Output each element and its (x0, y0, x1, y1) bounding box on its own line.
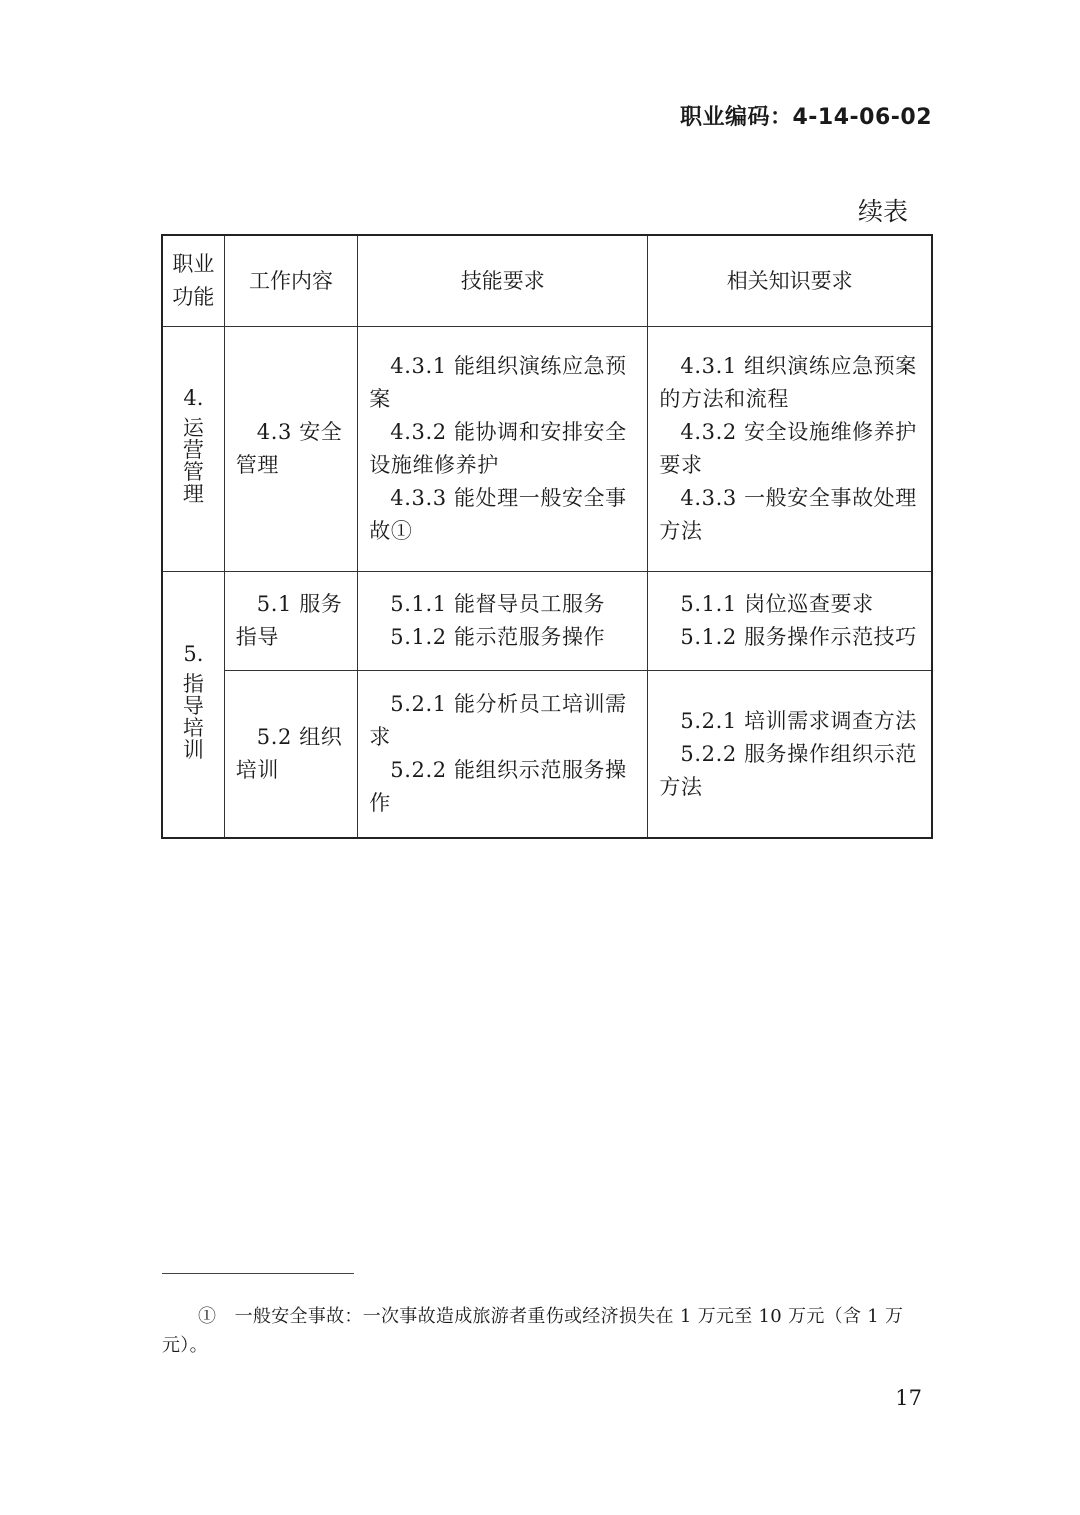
function-char: 训 (182, 737, 204, 762)
footnote-divider (162, 1273, 354, 1274)
list-item: 5.1.2 服务操作示范技巧 (680, 625, 917, 649)
list-item: 5.2.1 培训需求调查方法 (680, 708, 917, 733)
function-char: 营 (182, 438, 204, 462)
work-content-cell: 4.3 安全管理 (224, 327, 358, 572)
list-item: 5.2.2 服务操作组织示范方法 (659, 741, 917, 799)
table-row (162, 572, 932, 671)
list-item: 4.3.3 一般安全事故处理方法 (659, 486, 917, 543)
list-item: 5.2.2 能组织示范服务操作 (369, 758, 627, 815)
skills-cell (358, 572, 648, 671)
header-skills: 技能要求 (358, 235, 648, 327)
table-header-row (162, 235, 932, 327)
knowledge-cell (648, 327, 932, 572)
occupation-table (161, 234, 933, 839)
function-number: 5. (183, 641, 204, 666)
header-content: 工作内容 (224, 235, 358, 327)
function-cell-5 (162, 572, 224, 839)
continued-label: 续表 (857, 197, 908, 226)
function-number: 4. (183, 386, 204, 410)
list-item: 5.1.1 岗位巡查要求 (680, 592, 874, 616)
function-char: 理 (182, 482, 204, 506)
list-item: 4.3.1 能组织演练应急预案 (369, 354, 627, 411)
work-content-cell: 5.2 组织培训 (224, 671, 358, 839)
list-item: 5.2.1 能分析员工培训需求 (369, 692, 627, 749)
list-item: 5.1.1 能督导员工服务 (390, 592, 606, 616)
work-content-cell: 5.1 服务指导 (224, 572, 358, 671)
function-char: 指 (182, 671, 204, 696)
list-item: 4.3.2 安全设施维修养护要求 (659, 420, 917, 477)
function-cell-4 (162, 327, 224, 572)
knowledge-cell (648, 671, 932, 839)
page-number: 17 (895, 1386, 922, 1410)
skills-cell (358, 671, 648, 839)
header-function: 职业功能 (162, 235, 224, 327)
list-item: 4.3.1 组织演练应急预案的方法和流程 (659, 354, 917, 411)
list-item: 5.1.2 能示范服务操作 (390, 625, 606, 649)
table-row (162, 671, 932, 839)
table-row (162, 327, 932, 572)
header-knowledge: 相关知识要求 (648, 235, 932, 327)
occupation-code: 职业编码：4-14-06-02 (679, 105, 932, 130)
function-char: 管 (182, 460, 204, 484)
skills-cell (358, 327, 648, 572)
list-item: 4.3.3 能处理一般安全事故① (369, 486, 627, 543)
function-char: 运 (182, 416, 204, 440)
function-char: 导 (182, 693, 204, 718)
list-item: 4.3.2 能协调和安排安全设施维修养护 (369, 420, 627, 477)
function-char: 培 (182, 715, 204, 740)
footnote: ① 一般安全事故：一次事故造成旅游者重伤或经济损失在 1 万元至 10 万元（含 1 万元）。 (162, 1306, 904, 1356)
knowledge-cell (648, 572, 932, 671)
